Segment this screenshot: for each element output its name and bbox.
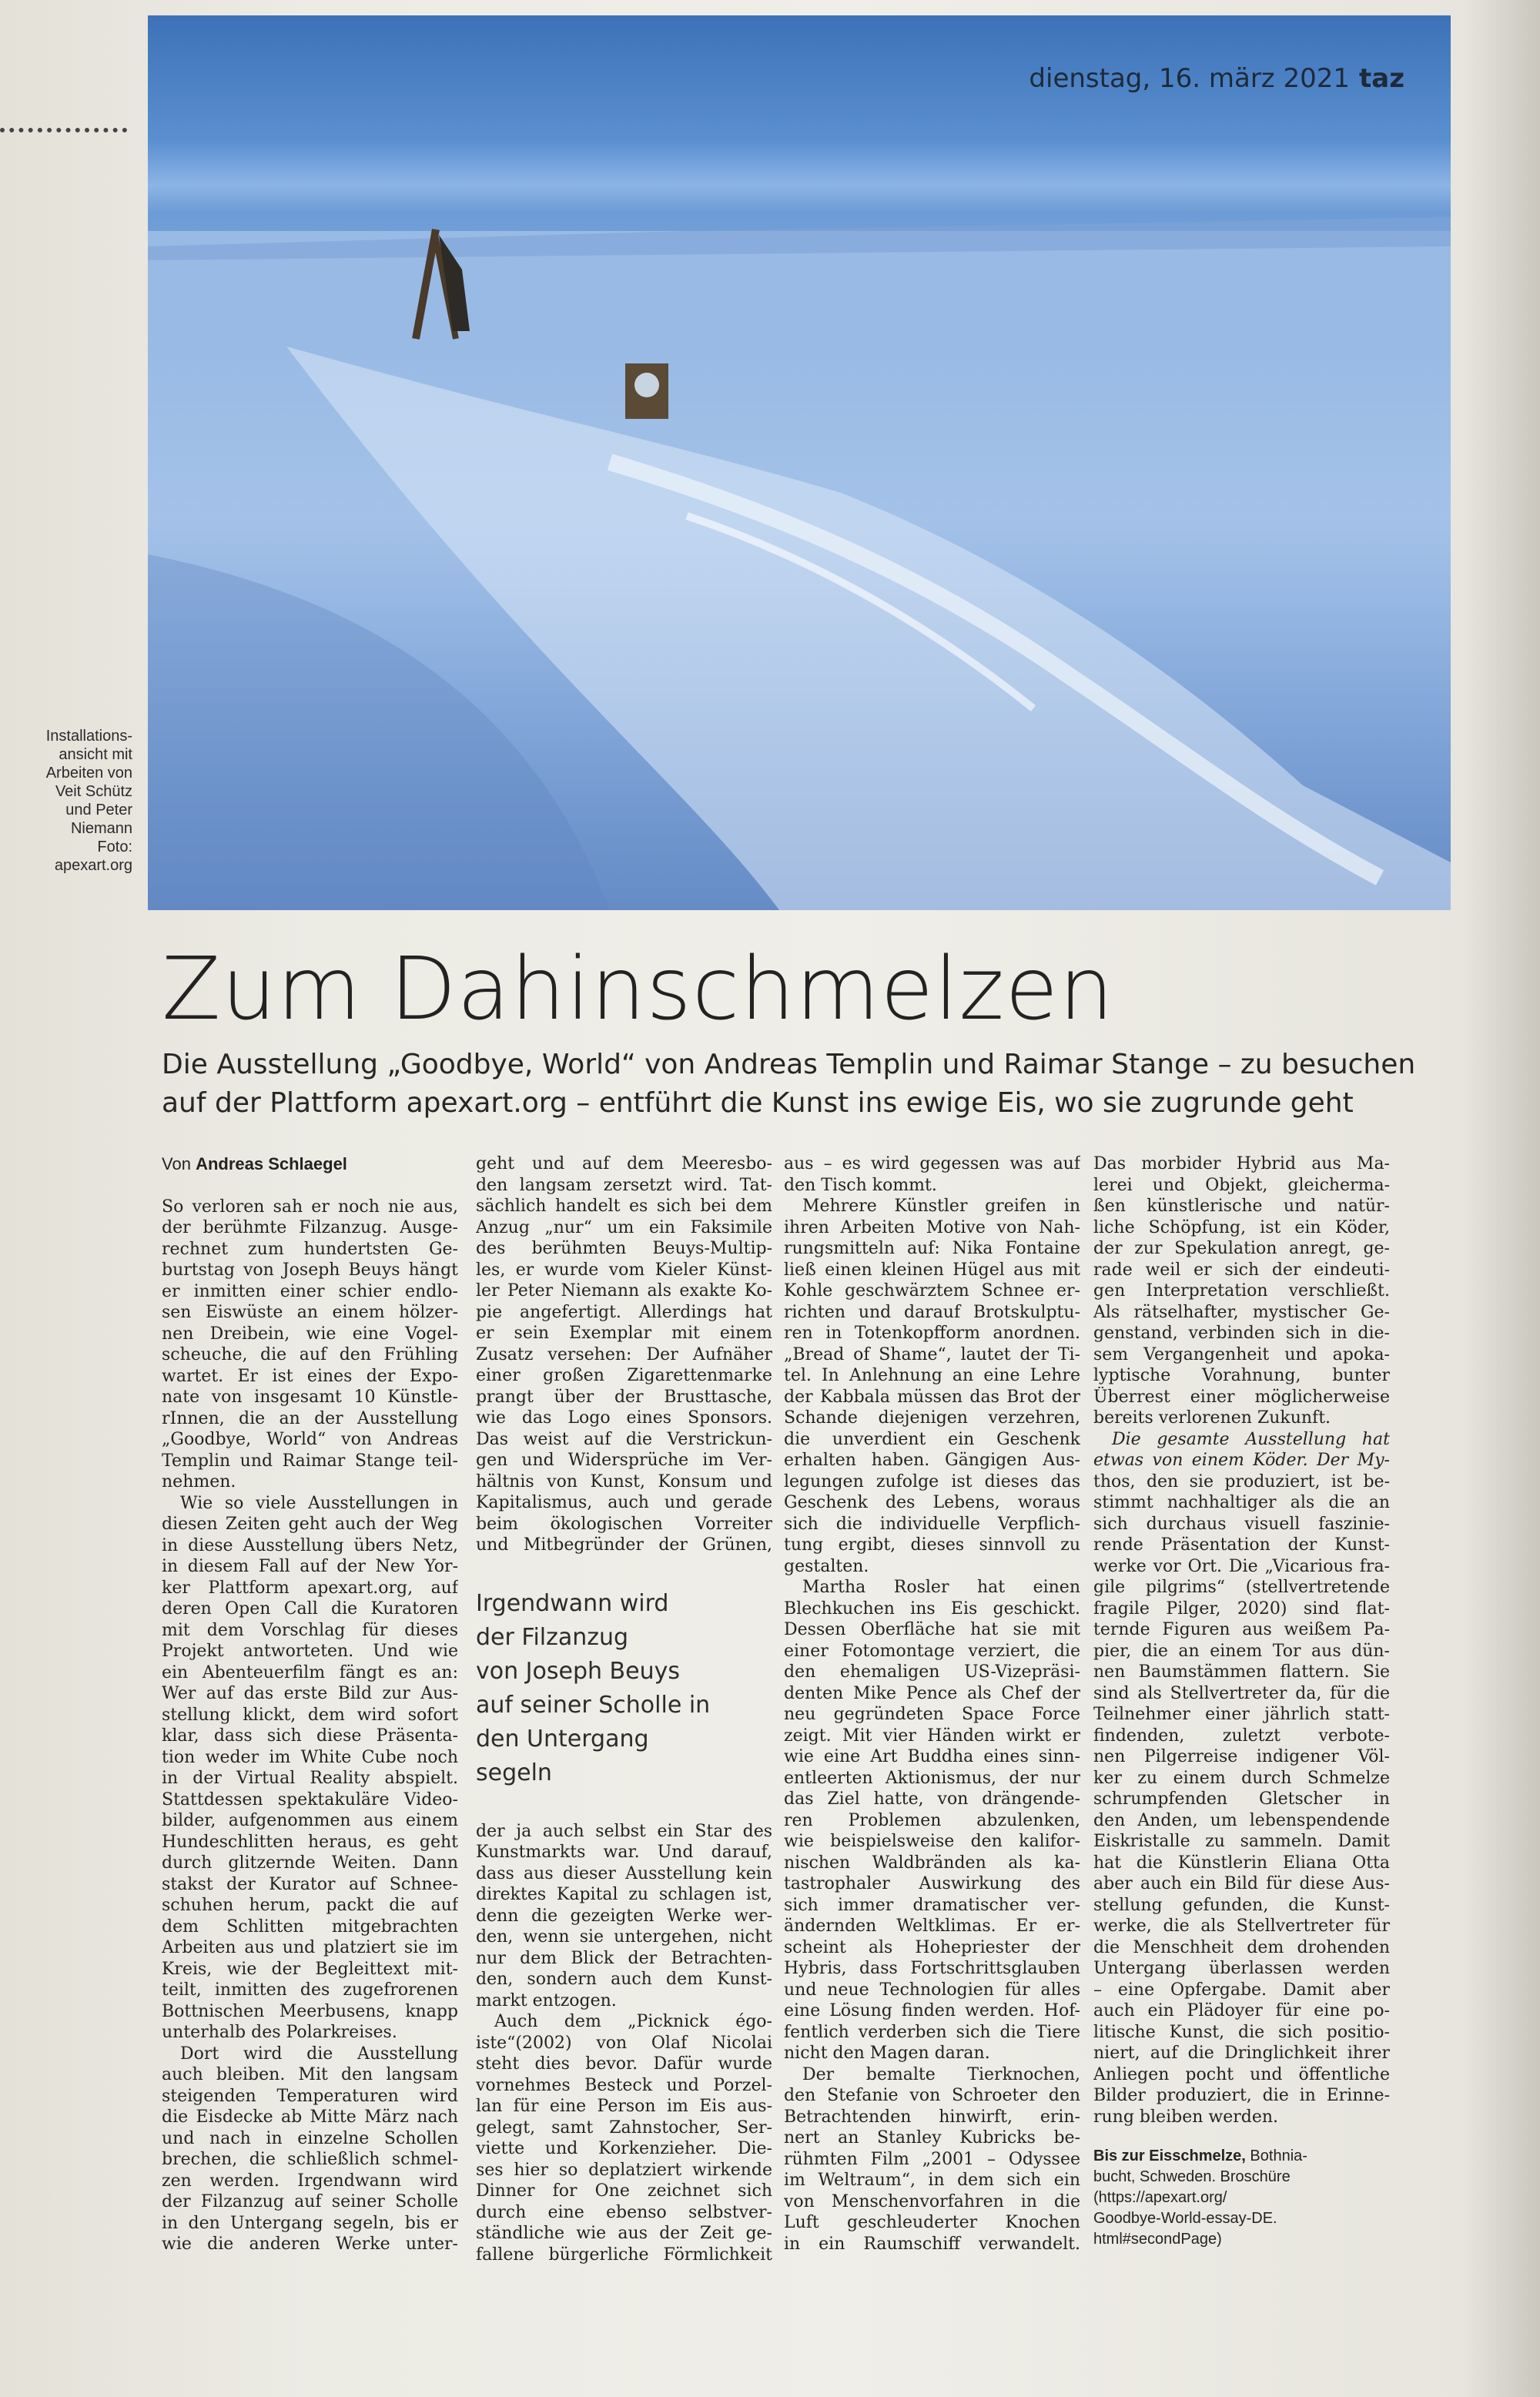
body-line: findenden, zuletzt verbote- <box>1093 1726 1390 1746</box>
body-line: erhalten haben. Gängigen Aus- <box>784 1451 1080 1470</box>
pull-quote-line: auf seiner Scholle in <box>476 1691 711 1719</box>
body-line: werke vor Ort. Die „Vicarious fra- <box>1093 1556 1390 1576</box>
column-3-text <box>784 1153 1080 2255</box>
body-line: stellung gefunden, die Kunst- <box>1093 1895 1390 1915</box>
body-line: zeigt. Mit vier Händen wirkt er <box>784 1726 1080 1746</box>
pull-quote <box>476 1587 772 1790</box>
body-line: steht dies bevor. Dafür wurde <box>476 2054 772 2074</box>
body-line: ker Plattform apexart.org, auf <box>162 1578 458 1598</box>
body-line: der berühmte Filzanzug. Ausge- <box>162 1218 458 1237</box>
body-line: Teilnehmer einer jährlich statt- <box>1093 1705 1390 1724</box>
body-line: des berühmten Beuys-Multip- <box>476 1239 772 1258</box>
body-line: Arbeiten aus und platziert sie im <box>162 1938 458 1957</box>
body-line: in diese Ausstellung übers Netz, <box>162 1535 458 1555</box>
body-line: der zur Spekulation anregt, ge- <box>1093 1239 1390 1258</box>
body-line: ßen künstlerische und natür- <box>1093 1197 1390 1216</box>
body-line: Kunstmarkts war. Und darauf, <box>476 1843 772 1862</box>
body-line: und nach in einzelne Schollen <box>162 2128 458 2148</box>
body-line: wie eine Art Buddha eines sinn- <box>784 1747 1080 1766</box>
caption-line: Niemann <box>70 820 132 837</box>
body-line: nert an Stanley Kubricks be- <box>784 2128 1080 2148</box>
body-line: nicht den Magen daran. <box>784 2044 990 2063</box>
body-line: in der Virtual Reality abspielt. <box>162 1769 458 1788</box>
body-line: ker zu einem durch Schmelze <box>1093 1768 1390 1788</box>
body-line: rung bleiben werden. <box>1093 2107 1279 2127</box>
byline-prefix: Von <box>162 1154 191 1173</box>
body-line: Martha Rosler hat einen <box>802 1578 1080 1597</box>
body-line: in diesem Fall auf der New Yor- <box>162 1557 458 1576</box>
body-line: ständliche wie aus der Zeit ge- <box>476 2224 772 2243</box>
body-line: sen Eiswüste an einem hölzer- <box>162 1303 458 1322</box>
body-line: stellung klickt, dem wird sofort <box>162 1705 458 1725</box>
body-line: schrumpfenden Gletscher in <box>1093 1789 1390 1809</box>
date-text: dienstag, 16. märz 2021 <box>1029 63 1350 94</box>
taz-logo: taz <box>1359 63 1404 94</box>
body-line: denten Mike Pence als Chef der <box>784 1683 1080 1703</box>
body-line: prangt über der Brusttasche, <box>476 1387 772 1407</box>
body-line: sind als Stellvertreter da, für die <box>1093 1683 1390 1703</box>
body-line: sich immer dramatischer ver- <box>784 1895 1080 1915</box>
body-line: Der bemalte Tierknochen, <box>802 2064 1080 2084</box>
body-line: ternde Figuren aus weißem Pa- <box>1093 1620 1390 1639</box>
body-line: fentlich verderben sich die Tiere <box>784 2022 1080 2042</box>
body-line: rühmten Film „2001 – Odyssee <box>784 2149 1080 2169</box>
body-line: nur dem Blick der Betrachten- <box>476 1948 772 1968</box>
body-line: diesen Zeiten geht auch der Weg <box>162 1515 458 1534</box>
body-line: der Kabbala müssen das Brot der <box>784 1387 1080 1407</box>
body-line: entleerten Aktionismus, der nur <box>784 1768 1080 1788</box>
body-line: Kohle geschwärztem Schnee er- <box>784 1281 1080 1301</box>
body-line: tion weder im White Cube noch <box>162 1747 458 1767</box>
body-line: einer Fotomontage verziert, die <box>784 1641 1080 1661</box>
body-line: die Eisdecke ab Mitte März nach <box>162 2107 458 2127</box>
body-line: fragile Pilger, 2020) sind flat- <box>1093 1599 1390 1619</box>
page-fold-shadow <box>1463 0 1540 2397</box>
body-line: stimmt nachhaltiger als die an <box>1093 1493 1390 1512</box>
body-line: ler Peter Niemann als exakte Ko- <box>476 1281 772 1301</box>
caption-line: ansicht mit <box>59 746 132 763</box>
body-line: direktes Kapital zu schlagen ist, <box>476 1885 772 1904</box>
body-line: deren Open Call die Kuratoren <box>162 1599 458 1619</box>
body-line: „Bread of Shame“, lautet der Ti- <box>784 1344 1080 1364</box>
snow-landscape-image <box>148 15 1451 910</box>
body-line: pier, die an einem Tor aus dün- <box>1093 1641 1390 1661</box>
body-line: und Mitbegründer der Grünen, <box>476 1535 772 1555</box>
dotted-rule <box>0 128 127 132</box>
body-line: gen und Widersprüche im Ver- <box>476 1451 772 1470</box>
subhead-line: auf der Plattform apexart.org – entführt die Kunst ins ewige Eis, wo sie zugrunde geht <box>162 1087 1354 1119</box>
body-line: Geschenk des Lebens, woraus <box>784 1493 1080 1512</box>
body-line: Anzug „nur“ um ein Faksimile <box>476 1217 772 1237</box>
pull-quote-line: der Filzanzug <box>476 1623 629 1651</box>
body-line: nen Pilgerreise indigener Völ- <box>1093 1747 1390 1766</box>
body-line: mit dem Vorschlag für dieses <box>162 1620 458 1640</box>
body-line: gelegt, samt Zahnstocher, Ser- <box>476 2117 772 2138</box>
body-line: werke, die als Stellvertreter für <box>1093 1917 1390 1936</box>
body-line: auch bleiben. Mit den langsam <box>162 2065 458 2084</box>
article-photo <box>148 15 1451 910</box>
body-line: denn die gezeigten Werke wer- <box>476 1906 772 1926</box>
body-line: unterhalb des Polarkreises. <box>162 2023 397 2042</box>
body-line: tung ergibt, dieses sinnvoll zu <box>784 1535 1080 1555</box>
body-line: der Filzanzug auf seiner Scholle <box>162 2192 458 2211</box>
body-line: richten und darauf Brotskulptu- <box>784 1302 1080 1322</box>
body-line: steigenden Temperaturen wird <box>162 2086 458 2106</box>
body-line: ändernden Weltklimas. Er er- <box>784 1917 1080 1936</box>
info-line: bucht, Schweden. Broschüre <box>1093 2168 1291 2185</box>
body-line: ren Problemen abzulenken, <box>784 1810 1080 1830</box>
body-line: Das weist auf die Verstrickun- <box>476 1429 772 1449</box>
body-line: lyptische Vorahnung, bunter <box>1093 1366 1390 1385</box>
body-line: gestalten. <box>784 1556 869 1576</box>
body-line: und neue Technologien für alles <box>784 1980 1080 2000</box>
body-line: rInnen, die an der Ausstellung <box>162 1408 458 1428</box>
body-line: rungsmitteln auf: Nika Fontaine <box>784 1239 1080 1258</box>
body-line: von Menschenvorfahren in die <box>784 2191 1080 2211</box>
body-line: Bottnischen Meerbusens, knapp <box>162 2001 458 2021</box>
body-line: neu gegründeten Space Force <box>784 1705 1080 1724</box>
body-line: bereits verlorenen Zukunft. <box>1093 1408 1331 1428</box>
body-line: Dessen Oberfläche hat sie mit <box>784 1620 1080 1639</box>
body-line: zen werden. Irgendwann wird <box>162 2171 458 2191</box>
body-line: brechen, die schließlich schmel- <box>162 2150 458 2169</box>
article-column-4 <box>1093 1153 1390 2250</box>
caption-line: apexart.org <box>54 857 132 874</box>
column-2-text-top <box>476 1153 772 1556</box>
body-line: Anliegen pocht und öffentliche <box>1093 2064 1390 2084</box>
body-line: Kreis, wie der Begleittext mit- <box>162 1959 458 1979</box>
body-line: Stattdessen spektakuläre Video- <box>162 1789 458 1809</box>
body-line: sem Vergangenheit und apoka- <box>1093 1344 1390 1364</box>
body-line: thos, den sie produziert, ist be- <box>1093 1471 1390 1491</box>
body-line: den langsam zersetzt wird. Tat- <box>476 1175 772 1195</box>
body-line: Schande diejenigen verzehren, <box>784 1408 1080 1428</box>
body-line: Dinner for One zeichnet sich <box>476 2181 772 2201</box>
body-line: stakst der Kurator auf Schnee- <box>162 1874 458 1894</box>
body-line: rechnet zum hundertsten Ge- <box>162 1239 458 1259</box>
body-line: Untergang überlassen werden <box>1093 1959 1390 1978</box>
body-line: Als rätselhafter, mystischer Ge- <box>1093 1302 1390 1322</box>
body-line: beim ökologischen Vorreiter <box>476 1514 772 1534</box>
body-line: er inmitten einer schier endlo- <box>162 1281 458 1301</box>
body-line: den, sondern auch dem Kunst- <box>476 1970 772 1989</box>
body-line: Zusatz versehen: Der Aufnäher <box>476 1344 772 1364</box>
pull-quote-line: Irgendwann wird <box>476 1589 669 1617</box>
pull-quote-line: segeln <box>476 1759 552 1786</box>
body-line: Eiskristalle zu sammeln. Damit <box>1093 1832 1390 1851</box>
body-line: legungen zufolge ist dieses das <box>784 1471 1080 1491</box>
body-line: Hybris, dass Fortschrittsglauben <box>784 1959 1080 1978</box>
caption-line: Veit Schütz <box>55 783 132 800</box>
caption-line: Foto: <box>97 839 132 855</box>
body-line: die unverdient ein Geschenk <box>784 1429 1080 1449</box>
info-bold: Bis zur Eisschmelze, <box>1093 2148 1246 2164</box>
column-4-text <box>1093 1153 1390 2128</box>
body-line: ihren Arbeiten Motive von Nah- <box>784 1217 1080 1237</box>
body-line: Hundeschlitten heraus, es geht <box>162 1832 458 1852</box>
body-line: Das morbider Hybrid aus Ma- <box>1093 1154 1390 1173</box>
article-column-2 <box>476 1153 772 2265</box>
subhead-line: Die Ausstellung „Goodbye, World“ von Andreas Templin und Raimar Stange – zu besuchen <box>162 1049 1416 1080</box>
body-line: den Anden, um lebenspendende <box>1093 1810 1390 1830</box>
body-line: Wie so viele Ausstellungen in <box>180 1493 458 1513</box>
body-line: eine Lösung finden werden. Hof- <box>784 2001 1080 2020</box>
body-line: nehmen. <box>162 1472 236 1491</box>
body-line: pie angefertigt. Allerdings hat <box>476 1302 772 1322</box>
body-line: Dort wird die Ausstellung <box>180 2044 458 2064</box>
body-line: Bilder produziert, die in Erinne- <box>1093 2086 1390 2105</box>
issue-date <box>1029 63 1404 94</box>
caption-line: und Peter <box>65 802 132 819</box>
body-line: sich durchaus visuell faszinie- <box>1093 1514 1390 1534</box>
body-line: vornehmes Besteck und Porzel- <box>476 2075 772 2095</box>
body-line: den ehemaligen US-Vizepräsi- <box>784 1662 1080 1682</box>
body-line: nate von insgesamt 10 Künstle- <box>162 1388 458 1407</box>
info-line: html#secondPage) <box>1093 2231 1222 2248</box>
photo-caption <box>8 727 132 875</box>
body-line: Luft geschleuderter Knochen <box>784 2213 1080 2232</box>
caption-line: Installations- <box>45 728 132 745</box>
body-line: ses hier so deplatziert wirkende <box>476 2160 772 2180</box>
body-line: dem Schlitten mitgebrachten <box>162 1917 458 1937</box>
metal-box-object <box>625 363 668 419</box>
info-rest: Bothnia- <box>1245 2148 1307 2164</box>
body-line: wie das Logo eines Sponsors. <box>476 1408 772 1428</box>
body-line: Mehrere Künstler greifen in <box>802 1197 1080 1216</box>
body-line: schuhen herum, packt die auf <box>162 1896 458 1915</box>
column-2-text-bottom <box>476 1821 772 2266</box>
body-line: auch ein Plädoyer für eine po- <box>1093 2001 1390 2020</box>
body-line: in den Untergang segeln, bis er <box>162 2213 458 2233</box>
body-line: aus – es wird gegessen was auf <box>784 1154 1080 1173</box>
body-line: den Tisch kommt. <box>784 1175 937 1195</box>
body-line: Überrest einer möglicherweise <box>1093 1387 1390 1407</box>
pull-quote-line: den Untergang <box>476 1725 649 1753</box>
body-line: die Menschheit dem drohenden <box>1093 1937 1390 1957</box>
info-line: (https://apexart.org/ <box>1093 2189 1227 2206</box>
pull-quote-line: von Joseph Beuys <box>476 1657 680 1685</box>
body-line: liche Schöpfung, ist ein Köder, <box>1093 1217 1390 1237</box>
body-line: les, er wurde vom Kieler Künst- <box>476 1260 772 1280</box>
body-line: aber auch ein Bild für diese Aus- <box>1093 1874 1390 1893</box>
body-line: Wer auf das erste Bild zur Aus- <box>162 1684 458 1703</box>
body-line: So verloren sah er noch nie aus, <box>162 1197 458 1217</box>
body-line: das Ziel hatte, von drängende- <box>784 1789 1080 1809</box>
body-line: nischen Waldbränden als ka- <box>784 1853 1080 1873</box>
body-line: lan für eine Person im Eis aus- <box>476 2097 772 2116</box>
body-line: wie die anderen Werke unter- <box>162 2235 458 2254</box>
body-line: nen Dreibein, wie eine Vogel- <box>162 1324 458 1344</box>
info-line: Goodbye-World-essay-DE. <box>1093 2210 1277 2227</box>
body-line: Templin und Raimar Stange teil- <box>162 1451 458 1471</box>
body-line: genstand, verbinden sich in die- <box>1093 1324 1390 1343</box>
body-line: wartet. Er ist eines der Expo- <box>162 1366 458 1386</box>
body-line: klar, dass sich diese Präsenta- <box>162 1726 458 1746</box>
body-line: gile pilgrims“ (stellvertretende <box>1093 1578 1390 1597</box>
body-line: etwas von einem Köder. Der My- <box>1093 1451 1390 1470</box>
body-line: – eine Opfergabe. Damit aber <box>1093 1980 1390 2000</box>
body-line: „Goodbye, World“ von Andreas <box>162 1430 458 1449</box>
body-line: Auch dem „Picknick égo- <box>494 2012 772 2031</box>
body-line: sächlich handelt es sich bei dem <box>476 1197 772 1216</box>
body-line: ren in Totenkopfform anordnen. <box>784 1324 1080 1343</box>
byline-author: Andreas Schlaegel <box>196 1154 347 1173</box>
body-line: teilt, inmitten des zugefrorenen <box>162 1980 458 2000</box>
body-line: scheuche, die auf den Frühling <box>162 1345 458 1364</box>
info-lines <box>1093 2167 1390 2250</box>
body-line: rade weil er sich der eindeuti- <box>1093 1260 1390 1280</box>
body-line: der ja auch selbst ein Star des <box>476 1821 772 1841</box>
body-line: fallene bürgerliche Förmlichkeit <box>476 2245 772 2265</box>
body-line: tel. In Anlehnung an eine Lehre <box>784 1366 1080 1385</box>
subheadline <box>162 1046 1416 1123</box>
body-line: geht und auf dem Meeresbo- <box>476 1154 772 1173</box>
body-line: ein Abenteuerfilm fängt es an: <box>162 1662 458 1682</box>
body-line: Die gesamte Ausstellung hat <box>1112 1429 1390 1449</box>
body-line: hältnis von Kunst, Konsum und <box>476 1471 772 1491</box>
body-line: im Weltraum“, in dem sich ein <box>784 2171 1080 2190</box>
body-line: er sein Exemplar mit einem <box>476 1324 772 1343</box>
body-line: Projekt antworteten. Und wie <box>162 1642 458 1661</box>
byline <box>162 1153 458 1175</box>
body-line: Betrachtenden hinwirft, erin- <box>784 2107 1080 2127</box>
article-column-3 <box>784 1153 1080 2255</box>
headline: Zum Dahinschmelzen <box>162 939 1115 1039</box>
body-line: burtstag von Joseph Beuys hängt <box>162 1260 458 1280</box>
body-line: den Stefanie von Schroeter den <box>784 2086 1080 2105</box>
body-line: durch eine ebenso selbstver- <box>476 2202 772 2222</box>
body-line: lerei und Objekt, gleicherma- <box>1093 1175 1390 1195</box>
body-line: in ein Raumschiff verwandelt. <box>784 2234 1080 2254</box>
body-line: sich die individuelle Verpflich- <box>784 1514 1080 1534</box>
body-line: den, wenn sie untergehen, nicht <box>476 1927 772 1947</box>
article-column-1 <box>162 1153 458 2255</box>
column-1-text <box>162 1197 458 2255</box>
body-line: Blechkuchen ins Eis geschickt. <box>784 1599 1080 1619</box>
body-line: litische Kunst, die sich positio- <box>1093 2022 1390 2042</box>
body-line: nen Baumstämmen flattern. Sie <box>1093 1662 1390 1682</box>
body-line: durch glitzernde Weiten. Dann <box>162 1853 458 1873</box>
body-line: iste“(2002) von Olaf Nicolai <box>476 2033 772 2053</box>
body-line: markt entzogen. <box>476 1990 617 2010</box>
body-line: hat die Künstlerin Eliana Otta <box>1093 1853 1390 1873</box>
body-line: niert, auf die Dringlichkeit ihrer <box>1093 2044 1390 2063</box>
body-line: Kapitalismus, auch und gerade <box>476 1493 772 1512</box>
body-line: bilder, aufgenommen aus einem <box>162 1811 458 1830</box>
body-line: tastrophaler Auswirkung des <box>784 1874 1080 1893</box>
body-line: dass aus dieser Ausstellung kein <box>476 1863 772 1883</box>
body-line: rende Präsentation der Kunst- <box>1093 1535 1390 1555</box>
body-line: viette und Korkenzieher. Die- <box>476 2139 772 2158</box>
body-line: scheint als Hohepriester der <box>784 1937 1080 1957</box>
caption-line: Arbeiten von <box>45 765 132 782</box>
body-line: gen Interpretation verschließt. <box>1093 1281 1390 1301</box>
body-line: ließ einen kleinen Hügel aus mit <box>784 1260 1080 1280</box>
exhibition-info <box>1093 2146 1390 2250</box>
body-line: wie beispielsweise den kalifor- <box>784 1832 1080 1851</box>
body-line: einer großen Zigarettenmarke <box>476 1366 772 1385</box>
